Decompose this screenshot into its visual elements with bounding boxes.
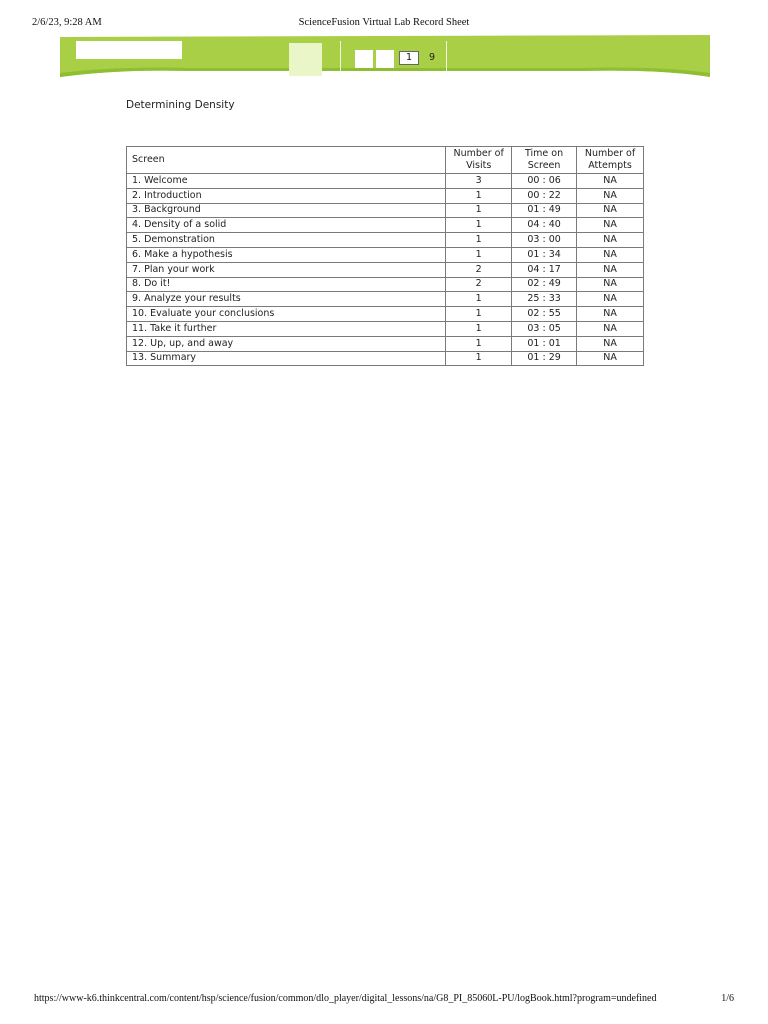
cell-visits: 1 xyxy=(446,203,512,218)
home-button[interactable] xyxy=(289,43,322,76)
cell-attempts: NA xyxy=(577,233,644,248)
cell-time: 03 : 00 xyxy=(512,233,577,248)
header-time: Time on Screen xyxy=(512,147,577,174)
header-screen: Screen xyxy=(127,147,446,174)
lab-title: Determining Density xyxy=(126,99,235,111)
cell-attempts: NA xyxy=(577,174,644,189)
table-row xyxy=(127,233,644,248)
cell-visits: 2 xyxy=(446,277,512,292)
cell-screen: 13. Summary xyxy=(127,351,446,366)
cell-time: 00 : 06 xyxy=(512,174,577,189)
print-page-title: ScienceFusion Virtual Lab Record Sheet xyxy=(298,17,470,28)
cell-screen: 10. Evaluate your conclusions xyxy=(127,307,446,322)
table-row xyxy=(127,203,644,218)
cell-time: 01 : 34 xyxy=(512,247,577,262)
table-row xyxy=(127,292,644,307)
table-row xyxy=(127,174,644,189)
cell-visits: 3 xyxy=(446,174,512,189)
cell-visits: 1 xyxy=(446,292,512,307)
cell-screen: 8. Do it! xyxy=(127,277,446,292)
cell-time: 01 : 49 xyxy=(512,203,577,218)
table-row xyxy=(127,247,644,262)
cell-attempts: NA xyxy=(577,321,644,336)
cell-time: 03 : 05 xyxy=(512,321,577,336)
cell-time: 02 : 49 xyxy=(512,277,577,292)
cell-visits: 1 xyxy=(446,307,512,322)
cell-attempts: NA xyxy=(577,188,644,203)
logo-placeholder xyxy=(76,41,182,59)
cell-screen: 12. Up, up, and away xyxy=(127,336,446,351)
lab-toolbar xyxy=(60,35,710,79)
cell-visits: 1 xyxy=(446,321,512,336)
cell-screen: 1. Welcome xyxy=(127,174,446,189)
cell-visits: 1 xyxy=(446,247,512,262)
cell-attempts: NA xyxy=(577,292,644,307)
cell-time: 01 : 29 xyxy=(512,351,577,366)
cell-visits: 1 xyxy=(446,188,512,203)
cell-time: 01 : 01 xyxy=(512,336,577,351)
cell-screen: 3. Background xyxy=(127,203,446,218)
cell-screen: 5. Demonstration xyxy=(127,233,446,248)
table-row xyxy=(127,262,644,277)
cell-attempts: NA xyxy=(577,307,644,322)
cell-visits: 1 xyxy=(446,336,512,351)
cell-visits: 1 xyxy=(446,233,512,248)
cell-attempts: NA xyxy=(577,351,644,366)
cell-screen: 6. Make a hypothesis xyxy=(127,247,446,262)
toolbar-divider xyxy=(446,41,447,75)
cell-visits: 1 xyxy=(446,351,512,366)
cell-attempts: NA xyxy=(577,218,644,233)
cell-attempts: NA xyxy=(577,203,644,218)
table-row xyxy=(127,321,644,336)
record-table xyxy=(126,146,644,366)
table-row xyxy=(127,188,644,203)
cell-screen: 7. Plan your work xyxy=(127,262,446,277)
print-date: 2/6/23, 9:28 AM xyxy=(32,17,102,28)
table-row xyxy=(127,307,644,322)
cell-attempts: NA xyxy=(577,277,644,292)
table-header-row xyxy=(127,147,644,174)
header-visits: Number of Visits xyxy=(446,147,512,174)
cell-attempts: NA xyxy=(577,336,644,351)
print-footer xyxy=(34,993,734,1007)
table-row xyxy=(127,277,644,292)
cell-time: 04 : 40 xyxy=(512,218,577,233)
cell-time: 25 : 33 xyxy=(512,292,577,307)
header-attempts: Number of Attempts xyxy=(577,147,644,174)
table-row xyxy=(127,351,644,366)
cell-time: 02 : 55 xyxy=(512,307,577,322)
table-row xyxy=(127,218,644,233)
cell-time: 00 : 22 xyxy=(512,188,577,203)
cell-attempts: NA xyxy=(577,262,644,277)
table-row xyxy=(127,336,644,351)
print-page-count: 1/6 xyxy=(721,993,734,1004)
toolbar-divider xyxy=(340,41,341,75)
cell-time: 04 : 17 xyxy=(512,262,577,277)
print-header xyxy=(32,17,736,31)
cell-screen: 2. Introduction xyxy=(127,188,446,203)
page-total: 9 xyxy=(429,52,436,63)
print-url: https://www-k6.thinkcentral.com/content/hsp/science/fusion/common/dlo_player/digital_lessons/na/G8_PI_85060L-PU/logBook.html?program=undefined xyxy=(34,993,657,1004)
page-number-input[interactable]: 1 xyxy=(399,51,419,65)
cell-attempts: NA xyxy=(577,247,644,262)
cell-screen: 11. Take it further xyxy=(127,321,446,336)
cell-visits: 2 xyxy=(446,262,512,277)
next-page-button[interactable] xyxy=(376,50,394,68)
prev-page-button[interactable] xyxy=(355,50,373,68)
cell-screen: 9. Analyze your results xyxy=(127,292,446,307)
cell-screen: 4. Density of a solid xyxy=(127,218,446,233)
cell-visits: 1 xyxy=(446,218,512,233)
